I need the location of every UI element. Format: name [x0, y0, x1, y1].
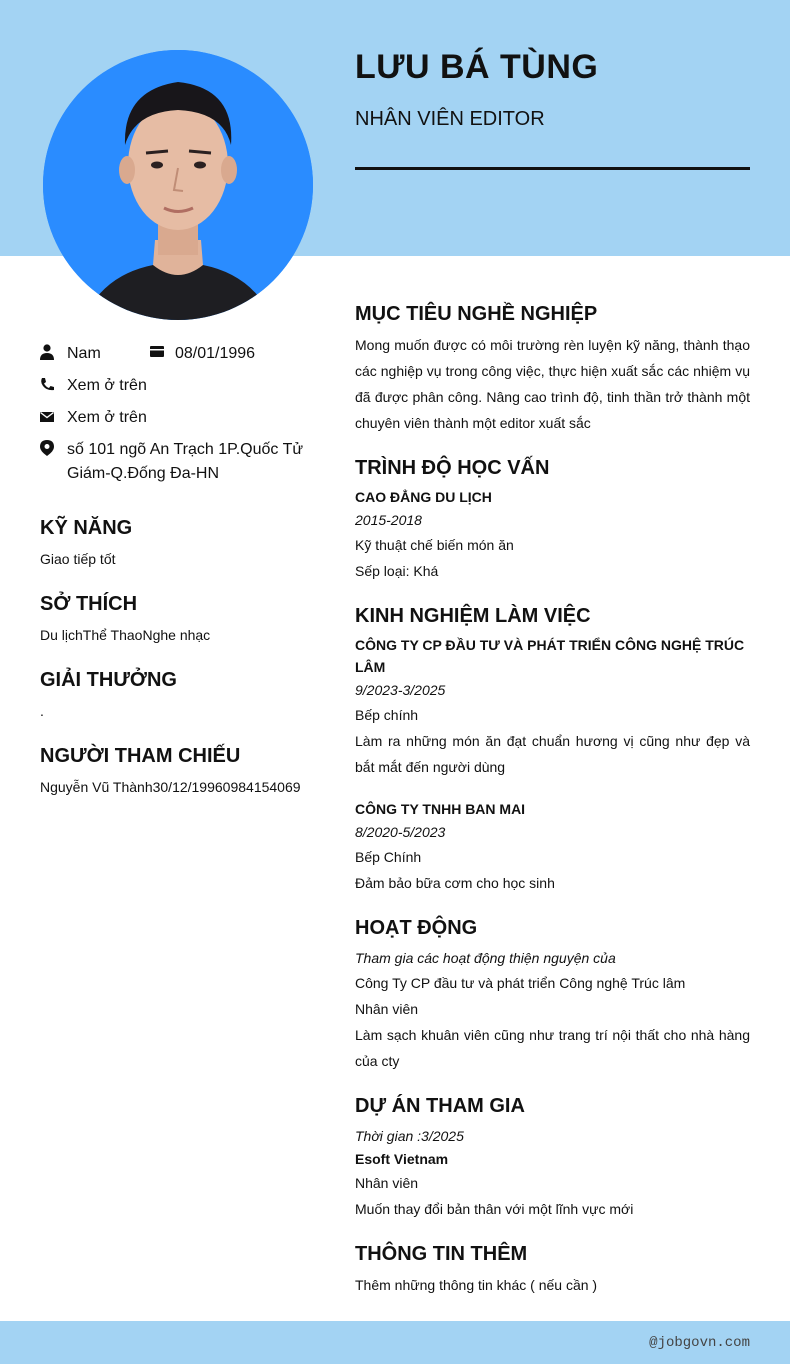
job-title: NHÂN VIÊN EDITOR: [355, 108, 545, 130]
education-grade: Sếp loại: Khá: [355, 563, 439, 579]
address-value: số 101 ngõ An Trạch 1P.Quốc Tử Giám-Q.Đống Đa-HN: [67, 441, 304, 482]
phone-value: Xem ở trên: [67, 377, 147, 394]
job-company: CÔNG TY CP ĐẦU TƯ VÀ PHÁT TRIỂN CÔNG NGHỆ TRÚC LÂM: [355, 637, 745, 675]
extra-info-section: [355, 1240, 750, 1298]
job-description: Làm ra những món ăn đạt chuẩn hương vị cũng như đẹp và bắt mắt đến người dùng: [355, 733, 750, 775]
education-heading: TRÌNH ĐỘ HỌC VẤN: [355, 457, 550, 479]
project-role: Nhân viên: [355, 1175, 419, 1191]
project-time: Thời gian :3/2025: [355, 1128, 464, 1144]
contact-row-gender: [40, 340, 320, 372]
person-icon: [40, 344, 54, 360]
activities-role: Nhân viên: [355, 1001, 419, 1017]
projects-section: [355, 1092, 750, 1222]
experience-section: [355, 602, 750, 896]
project-name: Esoft Vietnam: [355, 1151, 449, 1167]
extra-info-heading: THÔNG TIN THÊM: [355, 1243, 528, 1265]
item-gap: [355, 780, 750, 794]
awards-section: [40, 666, 320, 722]
footer-brand: @jobgovn.com: [649, 1335, 750, 1351]
projects-heading: DỰ ÁN THAM GIA: [355, 1095, 525, 1117]
extra-info-text: Thêm những thông tin khác ( nếu cần ): [355, 1277, 598, 1293]
skills-heading: KỸ NĂNG: [40, 517, 133, 539]
objective-section: [355, 300, 750, 436]
job-position: Bếp Chính: [355, 849, 422, 865]
references-heading: NGƯỜI THAM CHIẾU: [40, 745, 241, 767]
activities-heading: HOẠT ĐỘNG: [355, 917, 478, 939]
contact-row-address: [40, 436, 320, 494]
contact-row-phone: [40, 372, 320, 404]
hobbies-heading: SỞ THÍCH: [40, 593, 138, 615]
portrait-illustration: [43, 50, 313, 320]
education-major: Kỹ thuật chế biến món ăn: [355, 537, 514, 553]
email-icon: [40, 408, 54, 424]
awards-heading: GIẢI THƯỞNG: [40, 669, 177, 691]
job-position: Bếp chính: [355, 707, 419, 723]
gender-value: Nam: [67, 345, 101, 362]
objective-text: Mong muốn được có môi trường rèn luyện kỹ năng, thành thạo các nghiệp vụ trong công việc, thực hiện xuất sắc các nhiệm vụ đã được phân công. Nâng cao trình độ, tinh thần trở thành một chuyên viên thành một editor xuất sắc: [355, 337, 750, 431]
location-icon: [40, 440, 54, 456]
birthday-value: 08/01/1996: [175, 345, 256, 362]
experience-item: [355, 634, 750, 780]
profile-photo: [43, 50, 313, 320]
job-description: Đảm bảo bữa cơm cho học sinh: [355, 875, 555, 891]
activities-description: Làm sạch khuân viên cũng như trang trí nội thất cho nhà hàng của cty: [355, 1027, 750, 1069]
references-section: [40, 742, 320, 798]
activities-section: [355, 914, 750, 1074]
job-company: CÔNG TY TNHH BAN MAI: [355, 801, 526, 817]
references-text: Nguyễn Vũ Thành30/12/19960984154069: [40, 779, 301, 795]
activities-intro: Tham gia các hoạt động thiện nguyện của: [355, 950, 616, 966]
activities-org: Công Ty CP đầu tư và phát triển Công nghệ Trúc lâm: [355, 975, 686, 991]
candidate-name: LƯU BÁ TÙNG: [355, 48, 599, 86]
objective-heading: MỤC TIÊU NGHỀ NGHIỆP: [355, 303, 598, 325]
job-period: 9/2023-3/2025: [355, 682, 446, 698]
phone-icon: [40, 376, 54, 392]
contact-row-email: [40, 404, 320, 436]
skills-section: [40, 514, 320, 570]
skills-text: Giao tiếp tốt: [40, 551, 116, 567]
education-period: 2015-2018: [355, 512, 422, 528]
experience-heading: KINH NGHIỆM LÀM VIỆC: [355, 605, 591, 627]
awards-text: .: [40, 703, 44, 719]
left-column: [40, 340, 320, 798]
education-section: [355, 454, 750, 584]
project-description: Muốn thay đổi bản thân với một lĩnh vực mới: [355, 1201, 634, 1217]
calendar-icon: [150, 344, 164, 360]
hobbies-text: Du lịchThể ThaoNghe nhạc: [40, 627, 211, 643]
job-period: 8/2020-5/2023: [355, 824, 446, 840]
education-school: CAO ĐẲNG DU LỊCH: [355, 489, 492, 505]
hobbies-section: [40, 590, 320, 646]
email-value: Xem ở trên: [67, 409, 147, 426]
experience-item: [355, 798, 750, 896]
title-divider: [355, 167, 750, 170]
right-column: [355, 300, 750, 1316]
